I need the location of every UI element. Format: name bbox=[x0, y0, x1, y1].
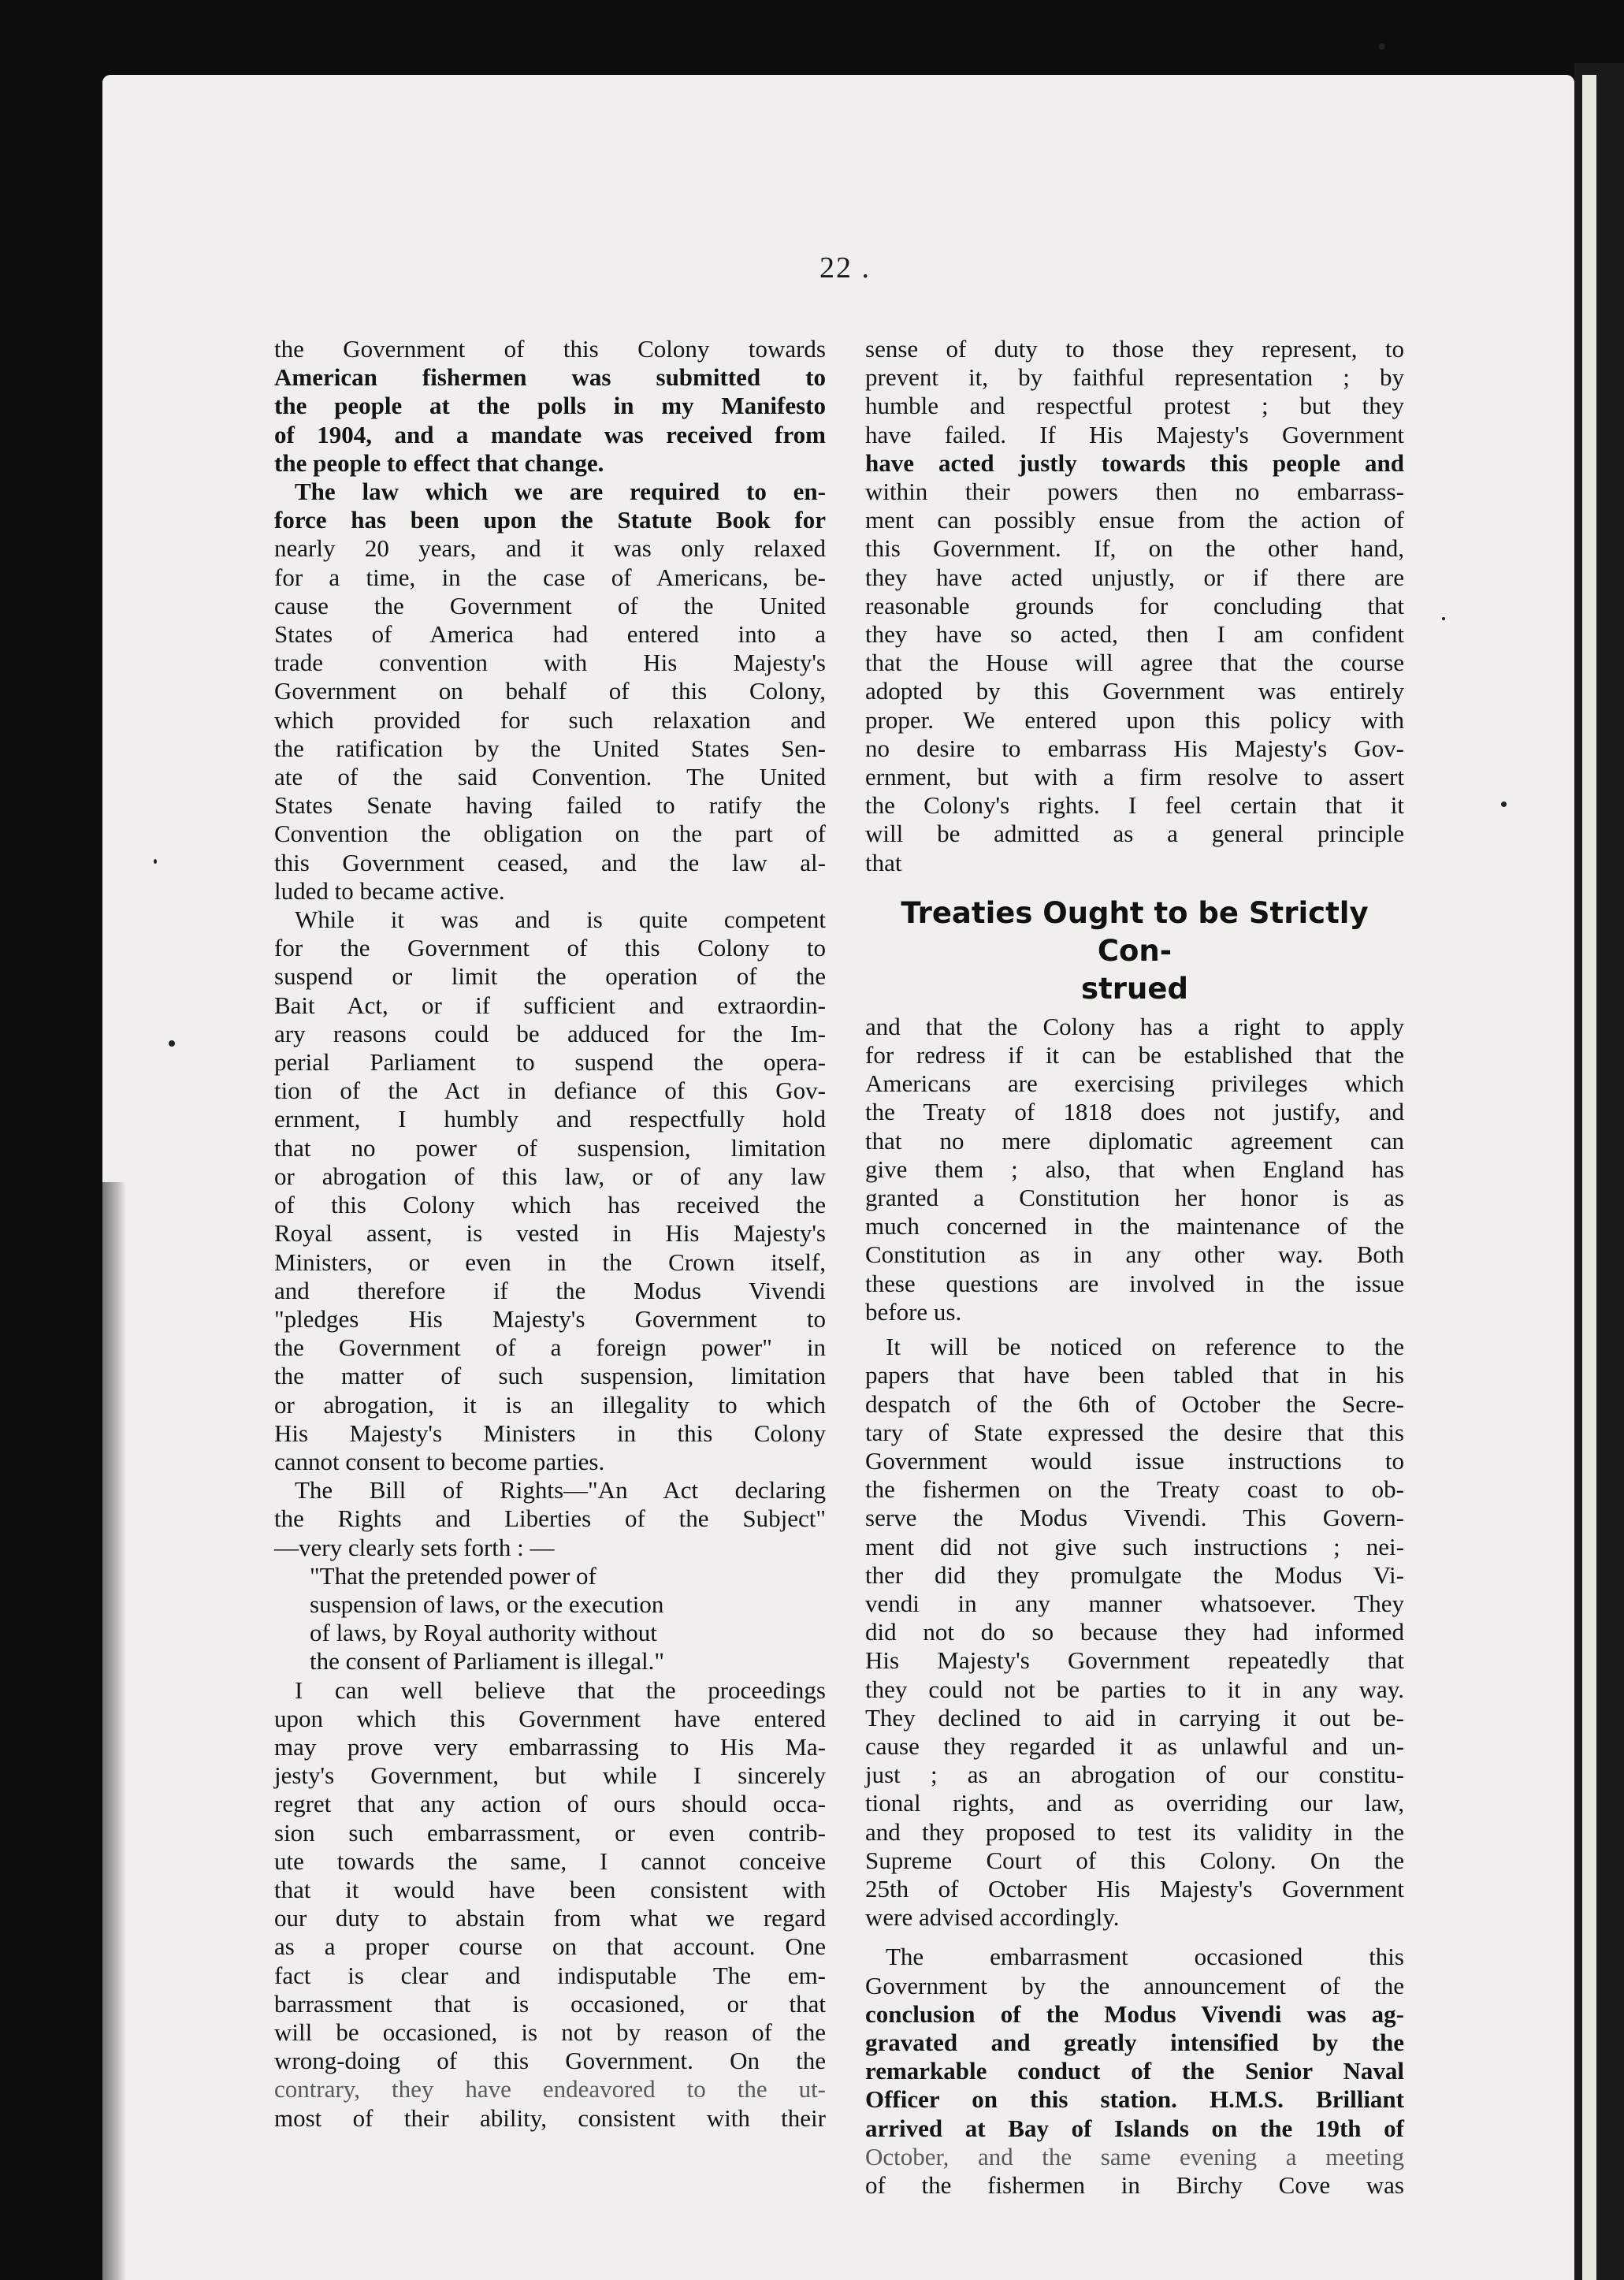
text-line: The law which we are required to en- bbox=[295, 478, 826, 506]
text-line: ute towards the same, I cannot conceive bbox=[274, 1847, 826, 1875]
text-line: this Government. If, on the other hand, bbox=[865, 534, 1404, 563]
text-line: luded to became active. bbox=[274, 876, 505, 905]
text-line: contrary, they have endeavored to the ut- bbox=[274, 2075, 826, 2103]
section-heading-line: Treaties Ought to be Strictly Con- bbox=[901, 895, 1369, 968]
text-line: prevent it, by faithful representation ; by bbox=[865, 363, 1404, 392]
text-line: of 1904, and a mandate was received from bbox=[274, 420, 826, 448]
text-line: the Rights and Liberties of the Subject" bbox=[274, 1505, 826, 1533]
text-line: that it would have been consistent with bbox=[274, 1875, 826, 1903]
text-line: jesty's Government, but while I sincerely bbox=[274, 1761, 826, 1790]
text-line: October, and the same evening a meeting bbox=[865, 2142, 1404, 2170]
text-line: they could not be parties to it in any way. bbox=[865, 1675, 1404, 1703]
text-line: most of their ability, consistent with their bbox=[274, 2103, 826, 2132]
text-line: gravated and greatly intensified by the bbox=[865, 2028, 1404, 2056]
text-line: While it was and is quite competent bbox=[295, 906, 826, 934]
text-line: ther did they promulgate the Modus Vi- bbox=[865, 1560, 1404, 1589]
scan-speck bbox=[1442, 617, 1445, 620]
text-line: Bait Act, or if sufficient and extraordin- bbox=[274, 991, 826, 1019]
text-line: ernment, but with a firm resolve to assert bbox=[865, 763, 1404, 791]
text-line: States of America had entered into a bbox=[274, 620, 826, 649]
quote-line: the consent of Parliament is illegal." bbox=[310, 1647, 664, 1676]
text-line: "pledges His Majesty's Government to bbox=[274, 1304, 826, 1333]
scan-speck bbox=[1501, 802, 1507, 807]
text-line: arrived at Bay of Islands on the 19th of bbox=[865, 2114, 1404, 2142]
text-line: they have so acted, then I am confident bbox=[865, 620, 1404, 649]
quote-line: suspension of laws, or the execution bbox=[310, 1590, 664, 1618]
text-line: our duty to abstain from what we regard bbox=[274, 1904, 826, 1932]
text-line: and they proposed to test its validity in the bbox=[865, 1817, 1404, 1846]
text-line: the Government of this Colony towards bbox=[274, 335, 826, 363]
text-line: for redress if it can be established that the bbox=[865, 1041, 1404, 1069]
text-line: Officer on this station. H.M.S. Brilliant bbox=[865, 2085, 1404, 2114]
text-line: wrong-doing of this Government. On the bbox=[274, 2047, 826, 2075]
text-line: that no power of suspension, limitation bbox=[274, 1133, 826, 1162]
text-line: give them ; also, that when England has bbox=[865, 1155, 1404, 1183]
text-line: Convention the obligation on the part of bbox=[274, 820, 826, 848]
text-line: ate of the said Convention. The United bbox=[274, 763, 826, 791]
text-line: that the House will agree that the course bbox=[865, 649, 1404, 677]
text-line: American fishermen was submitted to bbox=[274, 363, 826, 392]
text-line: cannot consent to become parties. bbox=[274, 1447, 605, 1475]
text-line: despatch of the 6th of October the Secre- bbox=[865, 1389, 1404, 1418]
text-line: trade convention with His Majesty's bbox=[274, 649, 826, 677]
text-line: nearly 20 years, and it was only relaxed bbox=[274, 534, 826, 563]
text-line: vendi in any manner whatsoever. They bbox=[865, 1589, 1404, 1617]
text-line: force has been upon the Statute Book for bbox=[274, 506, 826, 534]
text-line: of the fishermen in Birchy Cove was bbox=[865, 2170, 1404, 2199]
page-number: 22 . bbox=[819, 251, 871, 285]
text-line: much concerned in the maintenance of the bbox=[865, 1212, 1404, 1240]
text-line: the Government of a foreign power" in bbox=[274, 1333, 826, 1362]
adjacent-page-edge bbox=[1582, 75, 1596, 2280]
text-line: as a proper course on that account. One bbox=[274, 1932, 826, 1961]
text-line: His Majesty's Ministers in this Colony bbox=[274, 1419, 826, 1447]
text-line: the Colony's rights. I feel certain that it bbox=[865, 791, 1404, 820]
text-line: the Treaty of 1818 does not justify, and bbox=[865, 1098, 1404, 1126]
text-line: will be admitted as a general principle bbox=[865, 820, 1404, 848]
text-line: The Bill of Rights—"An Act declaring bbox=[295, 1476, 826, 1505]
text-line: within their powers then no embarrass- bbox=[865, 478, 1404, 506]
text-line: They declined to aid in carrying it out be- bbox=[865, 1703, 1404, 1731]
section-heading-line: strued bbox=[1081, 971, 1188, 1006]
text-line: that no mere diplomatic agreement can bbox=[865, 1126, 1404, 1155]
text-line: reasonable grounds for concluding that bbox=[865, 591, 1404, 619]
text-line: fact is clear and indisputable The em- bbox=[274, 1961, 826, 1989]
text-line: will be occasioned, is not by reason of the bbox=[274, 2018, 826, 2046]
text-line: these questions are involved in the issue bbox=[865, 1269, 1404, 1297]
text-line: tion of the Act in defiance of this Gov- bbox=[274, 1077, 826, 1105]
text-line: tary of State expressed the desire that this bbox=[865, 1418, 1404, 1446]
text-line: did not do so because they had informed bbox=[865, 1618, 1404, 1646]
text-line: Royal assent, is vested in His Majesty's bbox=[274, 1219, 826, 1248]
text-line: conclusion of the Modus Vivendi was ag- bbox=[865, 1999, 1404, 2028]
text-line: 25th of October His Majesty's Government bbox=[865, 1874, 1404, 1902]
text-line: —very clearly sets forth : — bbox=[274, 1533, 555, 1561]
scan-speck bbox=[154, 859, 157, 864]
text-line: before us. bbox=[865, 1297, 962, 1326]
scan-speck bbox=[169, 1040, 175, 1047]
text-line: humble and respectful protest ; but they bbox=[865, 392, 1404, 420]
text-line: suspend or limit the operation of the bbox=[274, 962, 826, 991]
text-line: regret that any action of ours should occa- bbox=[274, 1790, 826, 1818]
text-line: granted a Constitution her honor is as bbox=[865, 1184, 1404, 1212]
text-line: or abrogation, it is an illegality to which bbox=[274, 1390, 826, 1419]
text-line: the people to effect that change. bbox=[274, 448, 604, 477]
section-heading bbox=[865, 895, 1404, 1008]
text-line: I can well believe that the proceedings bbox=[295, 1676, 826, 1704]
text-line: remarkable conduct of the Senior Naval bbox=[865, 2057, 1404, 2085]
text-line: for the Government of this Colony to bbox=[274, 934, 826, 962]
text-line: cause the Government of the United bbox=[274, 591, 826, 619]
text-line: It will be noticed on reference to the bbox=[886, 1333, 1404, 1361]
text-line: have acted justly towards this people and bbox=[865, 448, 1404, 477]
right-column bbox=[865, 335, 1404, 2200]
text-line: may prove very embarrassing to His Ma- bbox=[274, 1732, 826, 1761]
text-line: adopted by this Government was entirely bbox=[865, 677, 1404, 705]
text-line: Government on behalf of this Colony, bbox=[274, 677, 826, 705]
text-line: the ratification by the United States Sen- bbox=[274, 734, 826, 762]
text-line: ary reasons could be adduced for the Im- bbox=[274, 1019, 826, 1047]
text-line: the people at the polls in my Manifesto bbox=[274, 392, 826, 420]
quote-line: "That the pretended power of bbox=[310, 1561, 596, 1590]
text-line: serve the Modus Vivendi. This Govern- bbox=[865, 1504, 1404, 1532]
text-line: Americans are exercising privileges which bbox=[865, 1069, 1404, 1098]
text-line: the fishermen on the Treaty coast to ob- bbox=[865, 1475, 1404, 1504]
text-line: which provided for such relaxation and bbox=[274, 705, 826, 734]
text-line: that bbox=[865, 848, 902, 876]
text-line: ment did not give such instructions ; nei- bbox=[865, 1532, 1404, 1560]
text-line: His Majesty's Government repeatedly that bbox=[865, 1646, 1404, 1675]
text-line: sion such embarrassment, or even contrib- bbox=[274, 1818, 826, 1847]
text-line: tional rights, and as overriding our law, bbox=[865, 1789, 1404, 1817]
text-line: Supreme Court of this Colony. On the bbox=[865, 1846, 1404, 1874]
text-line: of this Colony which has received the bbox=[274, 1191, 826, 1219]
text-line: or abrogation of this law, or of any law bbox=[274, 1162, 826, 1190]
text-line: for a time, in the case of Americans, be- bbox=[274, 563, 826, 591]
text-line: sense of duty to those they represent, to bbox=[865, 335, 1404, 363]
text-line: upon which this Government have entered bbox=[274, 1704, 826, 1732]
text-line: and therefore if the Modus Vivendi bbox=[274, 1276, 826, 1304]
text-line: and that the Colony has a right to apply bbox=[865, 1012, 1404, 1040]
text-line: they have acted unjustly, or if there are bbox=[865, 563, 1404, 591]
text-line: Government by the announcement of the bbox=[865, 1971, 1404, 1999]
text-line: Constitution as in any other way. Both bbox=[865, 1240, 1404, 1269]
text-line: perial Parliament to suspend the opera- bbox=[274, 1048, 826, 1077]
text-line: ment can possibly ensue from the action of bbox=[865, 506, 1404, 534]
text-line: cause they regarded it as unlawful and un- bbox=[865, 1731, 1404, 1760]
text-line: this Government ceased, and the law al- bbox=[274, 848, 826, 876]
page-binding-shadow bbox=[102, 1182, 126, 2280]
text-line: Ministers, or even in the Crown itself, bbox=[274, 1248, 826, 1276]
text-line: States Senate having failed to ratify the bbox=[274, 791, 826, 820]
text-line: were advised accordingly. bbox=[865, 1903, 1120, 1932]
quote-line: of laws, by Royal authority without bbox=[310, 1619, 657, 1647]
left-column bbox=[274, 335, 826, 2133]
text-line: ernment, I humbly and respectfully hold bbox=[274, 1105, 826, 1133]
text-line: proper. We entered upon this policy with bbox=[865, 705, 1404, 734]
text-line: The embarrasment occasioned this bbox=[886, 1943, 1404, 1971]
text-line: barrassment that is occasioned, or that bbox=[274, 1989, 826, 2018]
text-line: have failed. If His Majesty's Government bbox=[865, 420, 1404, 448]
text-line: the matter of such suspension, limitation bbox=[274, 1362, 826, 1390]
text-line: Government would issue instructions to bbox=[865, 1446, 1404, 1475]
text-line: just ; as an abrogation of our constitu- bbox=[865, 1761, 1404, 1789]
scan-speck bbox=[1379, 43, 1385, 50]
text-line: papers that have been tabled that in his bbox=[865, 1361, 1404, 1389]
text-line: no desire to embarrass His Majesty's Gov- bbox=[865, 734, 1404, 762]
